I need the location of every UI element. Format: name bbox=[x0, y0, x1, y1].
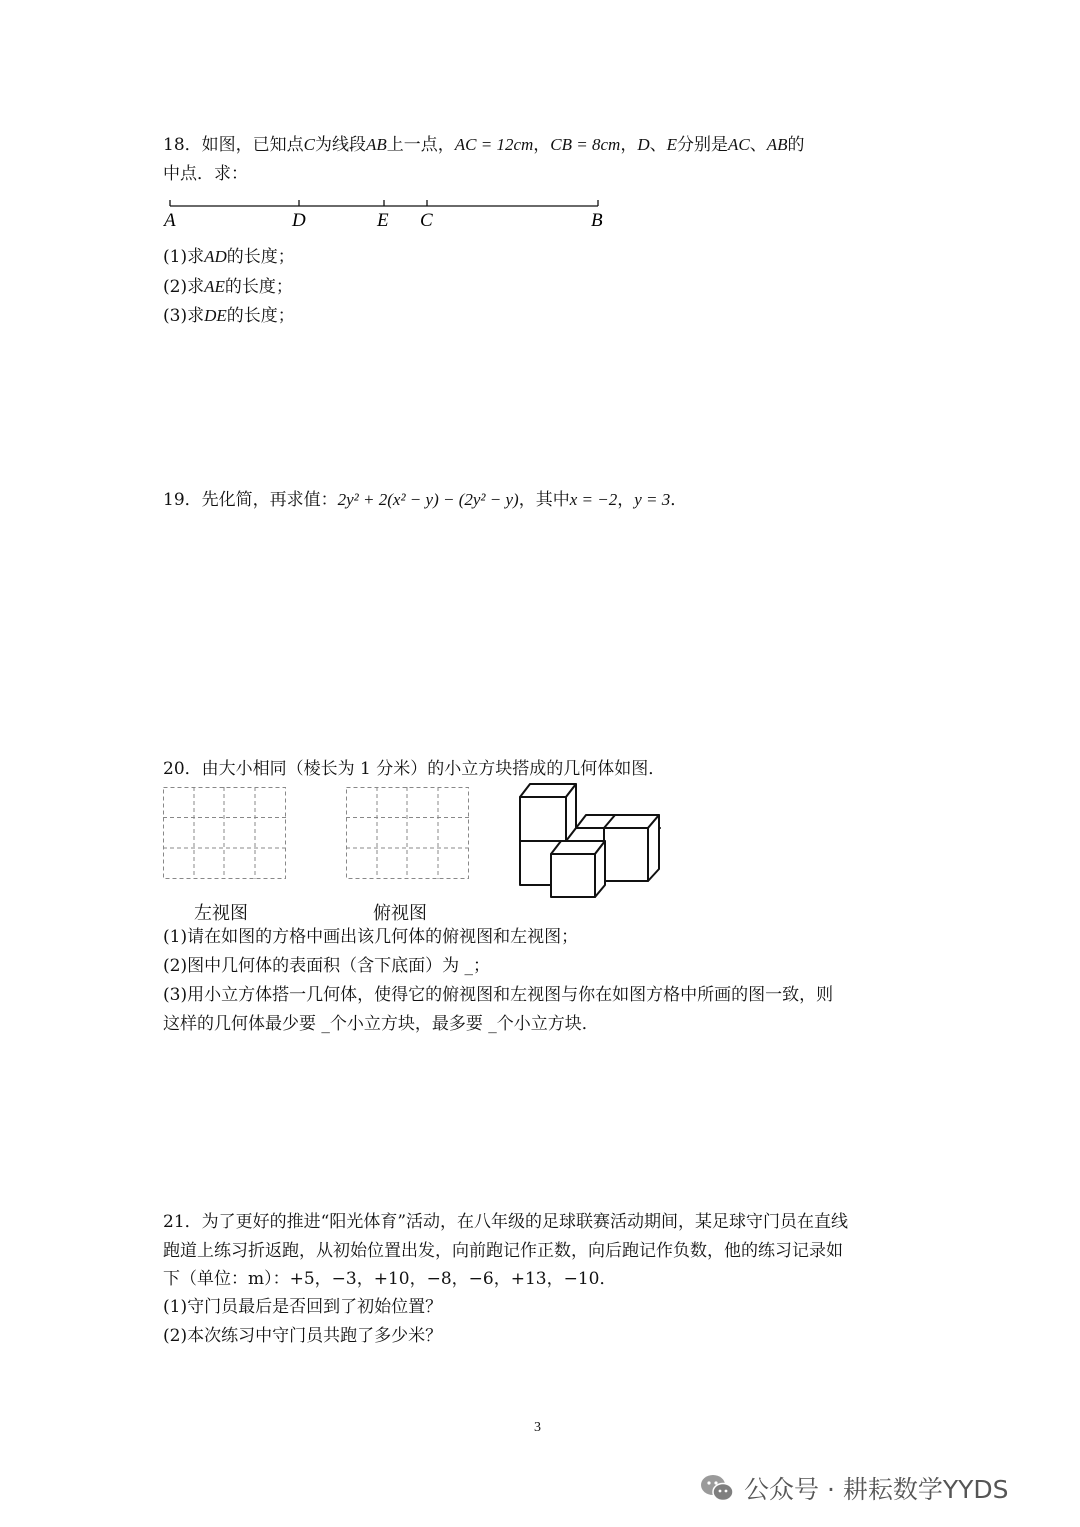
q21-line3: 下（单位：m）：+5，−3，+10，−8，−6，+13，−10． bbox=[163, 1269, 617, 1289]
q20-part3: (3)用小立方体搭一几何体，使得它的俯视图和左视图与你在如图方格中所画的图一致，则 bbox=[163, 985, 834, 1005]
label-a: A bbox=[164, 210, 176, 231]
q21-line2: 跑道上练习折返跑，从初始位置出发，向前跑记作正数，向后跑记作负数，他的练习记录如 bbox=[163, 1241, 843, 1261]
y-value: y = 3 bbox=[634, 490, 671, 509]
q20-part3-cont: 这样的几何体最少要 _个小立方块，最多要 _个小立方块． bbox=[163, 1014, 599, 1034]
grid-top-view bbox=[346, 787, 470, 880]
q20-part2: (2)图中几何体的表面积（含下底面）为 _； bbox=[163, 956, 490, 976]
q18-part1 bbox=[163, 246, 295, 268]
segment-label: AB bbox=[365, 135, 387, 154]
q21-line1: 21．为了更好的推进“阳光体育”活动，在八年级的足球联赛活动期间，某足球守门员在直线 bbox=[163, 1212, 849, 1232]
part-text: (3)求 bbox=[163, 306, 205, 326]
q18-part2 bbox=[163, 276, 293, 298]
q18-text: 分别是 bbox=[677, 135, 728, 155]
equation: AC = 12cm bbox=[454, 135, 534, 154]
q18-line2: 中点．求： bbox=[163, 164, 248, 184]
watermark bbox=[700, 1468, 1009, 1508]
q18-text: 为线段 bbox=[314, 135, 366, 155]
segment-label: AD bbox=[204, 247, 227, 266]
point-label: C bbox=[303, 135, 315, 154]
segment-diagram bbox=[160, 196, 620, 236]
part-text: 的长度； bbox=[224, 277, 293, 297]
label-c: C bbox=[420, 210, 433, 231]
q18-text: 上一点， bbox=[386, 135, 455, 155]
top-view-caption: 俯视图 bbox=[373, 903, 427, 924]
q18-text: 18．如图，已知点 bbox=[163, 135, 304, 155]
q21-part2: (2)本次练习中守门员共跑了多少米？ bbox=[163, 1326, 443, 1346]
segment-label: AE bbox=[204, 277, 225, 296]
equation: CB = 8cm bbox=[550, 135, 621, 154]
segment-label: DE bbox=[204, 306, 227, 325]
q18-text: 的 bbox=[787, 135, 805, 155]
q19-text: ， bbox=[617, 490, 635, 510]
x-value: x = −2 bbox=[569, 490, 618, 509]
q18-text: ， bbox=[620, 135, 638, 155]
part-text: 的长度； bbox=[226, 306, 295, 326]
grid-left-view bbox=[163, 787, 287, 880]
q20-part1: (1)请在如图的方格中画出该几何体的俯视图和左视图； bbox=[163, 927, 579, 947]
watermark-text: 公众号 · 耕耘数学YYDS bbox=[744, 1475, 1009, 1504]
q18-line1 bbox=[163, 134, 805, 156]
point-label: E bbox=[666, 135, 677, 154]
cube-solid-diagram bbox=[517, 780, 667, 900]
q20-title: 20．由大小相同（棱长为 1 分米）的小立方块搭成的几何体如图． bbox=[163, 759, 666, 779]
point-label: D bbox=[637, 135, 650, 154]
q18-part3 bbox=[163, 305, 295, 327]
part-text: (2)求 bbox=[163, 277, 205, 297]
label-d: D bbox=[292, 210, 306, 231]
left-view-caption: 左视图 bbox=[194, 903, 248, 924]
q18-text: ， bbox=[533, 135, 551, 155]
expression: 2y² + 2(x² − y) − (2y² − y) bbox=[337, 490, 519, 509]
segment-label: AB bbox=[766, 135, 788, 154]
label-b: B bbox=[591, 210, 603, 231]
q19-text: 19．先化简，再求值： bbox=[163, 490, 338, 510]
page-number: 3 bbox=[534, 1420, 541, 1435]
part-text: 的长度； bbox=[226, 247, 295, 267]
part-text: (1)求 bbox=[163, 247, 205, 267]
label-e: E bbox=[377, 210, 389, 231]
q18-text: 、 bbox=[649, 135, 667, 155]
q19-line bbox=[163, 489, 687, 511]
segment-label: AC bbox=[728, 135, 750, 154]
q21-part1: (1)守门员最后是否回到了初始位置？ bbox=[163, 1297, 443, 1317]
q18-text: 、 bbox=[749, 135, 767, 155]
q19-text: ，其中 bbox=[518, 490, 570, 510]
q19-text: ． bbox=[670, 490, 688, 510]
wechat-icon bbox=[700, 1473, 734, 1503]
